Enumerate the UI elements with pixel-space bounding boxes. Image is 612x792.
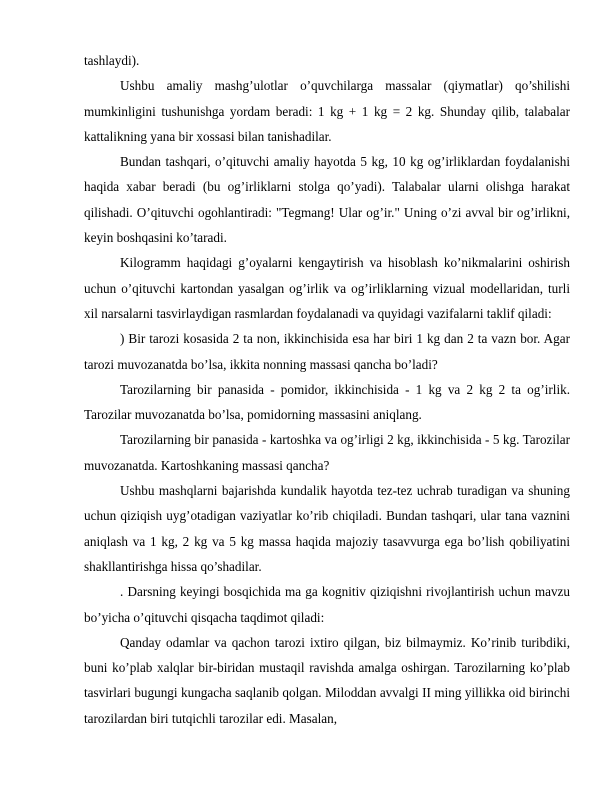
document-body [84, 48, 570, 731]
paragraph-visual-models: Kilogramm haqidagi g’oyalarni kengaytirish va hisoblash ko’nikmalarini oshirish uchun o’qituvchi kartondan yasalgan og’irlik va og’irliklarning vizual modellaridan, turli xil narsalarni tasvirlaydigan rasmlardan foydalanadi va quyidagi vazifalarni taklif qiladi: [84, 255, 570, 321]
paragraph-history-of-scales: Qanday odamlar va qachon tarozi ixtiro qilgan, biz bilmaymiz. Ko’rinib turibdiki, buni ko’plab xalqlar bir-biridan mustaqil ravishda amalga oshirgan. Tarozilarning ko’plab tasvirlari bugungi kungacha saqlanib qolgan. Miloddan avvalgi II ming yillikka oid birinchi tarozilardan biri tutqichli tarozilar edi. Masalan, [84, 634, 570, 726]
paragraph-task-tomato: Tarozilarning bir panasida - pomidor, ikkinchisida - 1 kg va 2 kg 2 ta og’irlik. Tarozilar muvozanatda bo’lsa, pomidorning massasini aniqlang. [84, 381, 570, 423]
paragraph-task-bread: ) Bir tarozi kosasida 2 ta non, ikkinchisida esa har biri 1 kg dan 2 ta vazn bor. Agar tarozi muvozanatda bo’lsa, ikkita nonning massasi qancha bo’ladi? [84, 331, 570, 372]
paragraph-heavy-weights: Bundan tashqari, o’qituvchi amaliy hayotda 5 kg, 10 kg og’irliklardan foydalanishi haqida xabar beradi (bu og’irliklarni stolga qo’yadi). Talabalar ularni olishga harakat qilishadi. O’qituvchi ogohlantiradi: "Tegmang! Ular og’ir." Uning o’zi avval bir og’irlikni, keyin boshqasini ko’taradi. [84, 154, 570, 246]
paragraph-mass-addition: Ushbu amaliy mashg’ulotlar o’quvchilarga massalar (qiymatlar) qo’shilishi mumkinligini tushunishga yordam beradi: 1 kg + 1 kg = 2 kg. Shunday qilib, talabalar kattalikning yana bir xossasi bilan tanishadilar. [84, 78, 570, 144]
paragraph-exercise-benefits: Ushbu mashqlarni bajarishda kundalik hayotda tez-tez uchrab turadigan va shuning uchun qiziqish uyg’otadigan vaziyatlar ko’rib chiqiladi. Bundan tashqari, ular tana vaznini aniqlash va 1 kg, 2 kg va 5 kg massa haqida majoziy tasavvurga ega bo’lish qobiliyatini shakllantirishga hissa qo’shadilar. [84, 483, 570, 574]
paragraph-next-stage: . Darsning keyingi bosqichida ma ga kognitiv qiziqishni rivojlantirish uchun mavzu bo’yicha o’qituvchi qisqacha taqdimot qiladi: [84, 584, 570, 625]
paragraph-continuation: tashlaydi). [84, 53, 140, 68]
paragraph-task-potato: Tarozilarning bir panasida - kartoshka va og’irligi 2 kg, ikkinchisida - 5 kg. Tarozilar muvozanatda. Kartoshkaning massasi qancha? [84, 432, 570, 473]
